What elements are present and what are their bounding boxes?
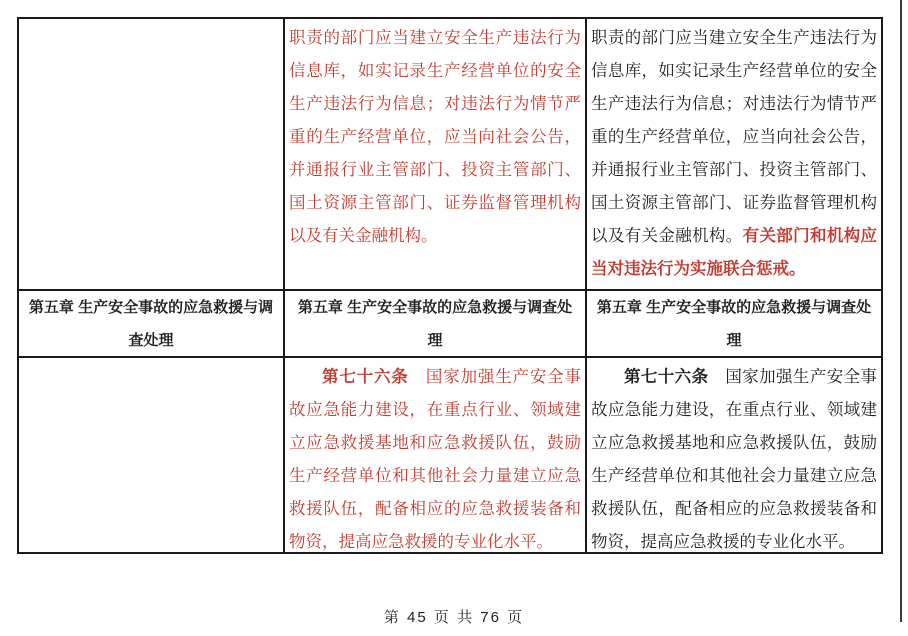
cell-row1-col2-amendment-text xyxy=(285,19,587,291)
page-number-indicator: 第 45 页 共 76 页 xyxy=(383,609,525,626)
article76-number-col2: 第七十六条 xyxy=(322,368,409,386)
cell-row3-col1-blank xyxy=(19,358,285,552)
chapter5-heading-col2: 第五章 生产安全事故的应急救援与调查处理 xyxy=(297,298,573,349)
article76-number-col3: 第七十六条 xyxy=(624,368,709,386)
law-comparison-table xyxy=(17,17,883,554)
cell-row1-col3-new-law-text xyxy=(587,19,881,291)
cell-row3-col2-article76-amendment xyxy=(285,358,587,552)
cell-row2-col1-chapter-heading xyxy=(19,291,285,358)
page-edge-line xyxy=(900,0,902,622)
article76-body-col2: 国家加强生产安全事故应急能力建设，在重点行业、领域建立应急救援基地和应急救援队伍，鼓励生产经营单位和其他社会力量建立应急救援队伍，配备相应的应急救援装备和物资，提高应急救援的专业化水平。 xyxy=(289,368,582,551)
new-law-continuation-black: 职责的部门应当建立安全生产违法行为信息库，如实记录生产经营单位的安全生产违法行为信息；对违法行为情节严重的生产经营单位，应当向社会公告，并通报行业主管部门、投资主管部门、国土资源主管部门、证券监督管理机构以及有关金融机构。 xyxy=(591,29,877,245)
cell-row1-col1-blank xyxy=(19,19,285,291)
cell-row2-col2-chapter-heading xyxy=(285,291,587,358)
new-law-continuation-paragraph xyxy=(591,22,877,286)
cell-row3-col3-article76-new-law xyxy=(587,358,881,552)
new-law-continuation-red-addition: 有关部门和机构应当对违法行为实施联合惩戒。 xyxy=(591,227,877,278)
amendment-continuation-text: 职责的部门应当建立安全生产违法行为信息库，如实记录生产经营单位的安全生产违法行为信息；对违法行为情节严重的生产经营单位，应当向社会公告，并通报行业主管部门、投资主管部门、国土资源主管部门、证券监督管理机构以及有关金融机构。 xyxy=(289,29,581,245)
chapter5-heading-col1: 第五章 生产安全事故的应急救援与调查处理 xyxy=(28,298,274,349)
cell-row2-col3-chapter-heading xyxy=(587,291,881,358)
article76-body-col3: 国家加强生产安全事故应急能力建设，在重点行业、领域建立应急救援基地和应急救援队伍，鼓励生产经营单位和其他社会力量建立应急救援队伍，配备相应的应急救援装备和物资，提高应急救援的专业化水平。 xyxy=(591,368,878,551)
article76-new-law-paragraph xyxy=(591,361,877,552)
chapter5-heading-col3: 第五章 生产安全事故的应急救援与调查处理 xyxy=(596,298,872,349)
article76-amendment-paragraph xyxy=(289,361,581,552)
